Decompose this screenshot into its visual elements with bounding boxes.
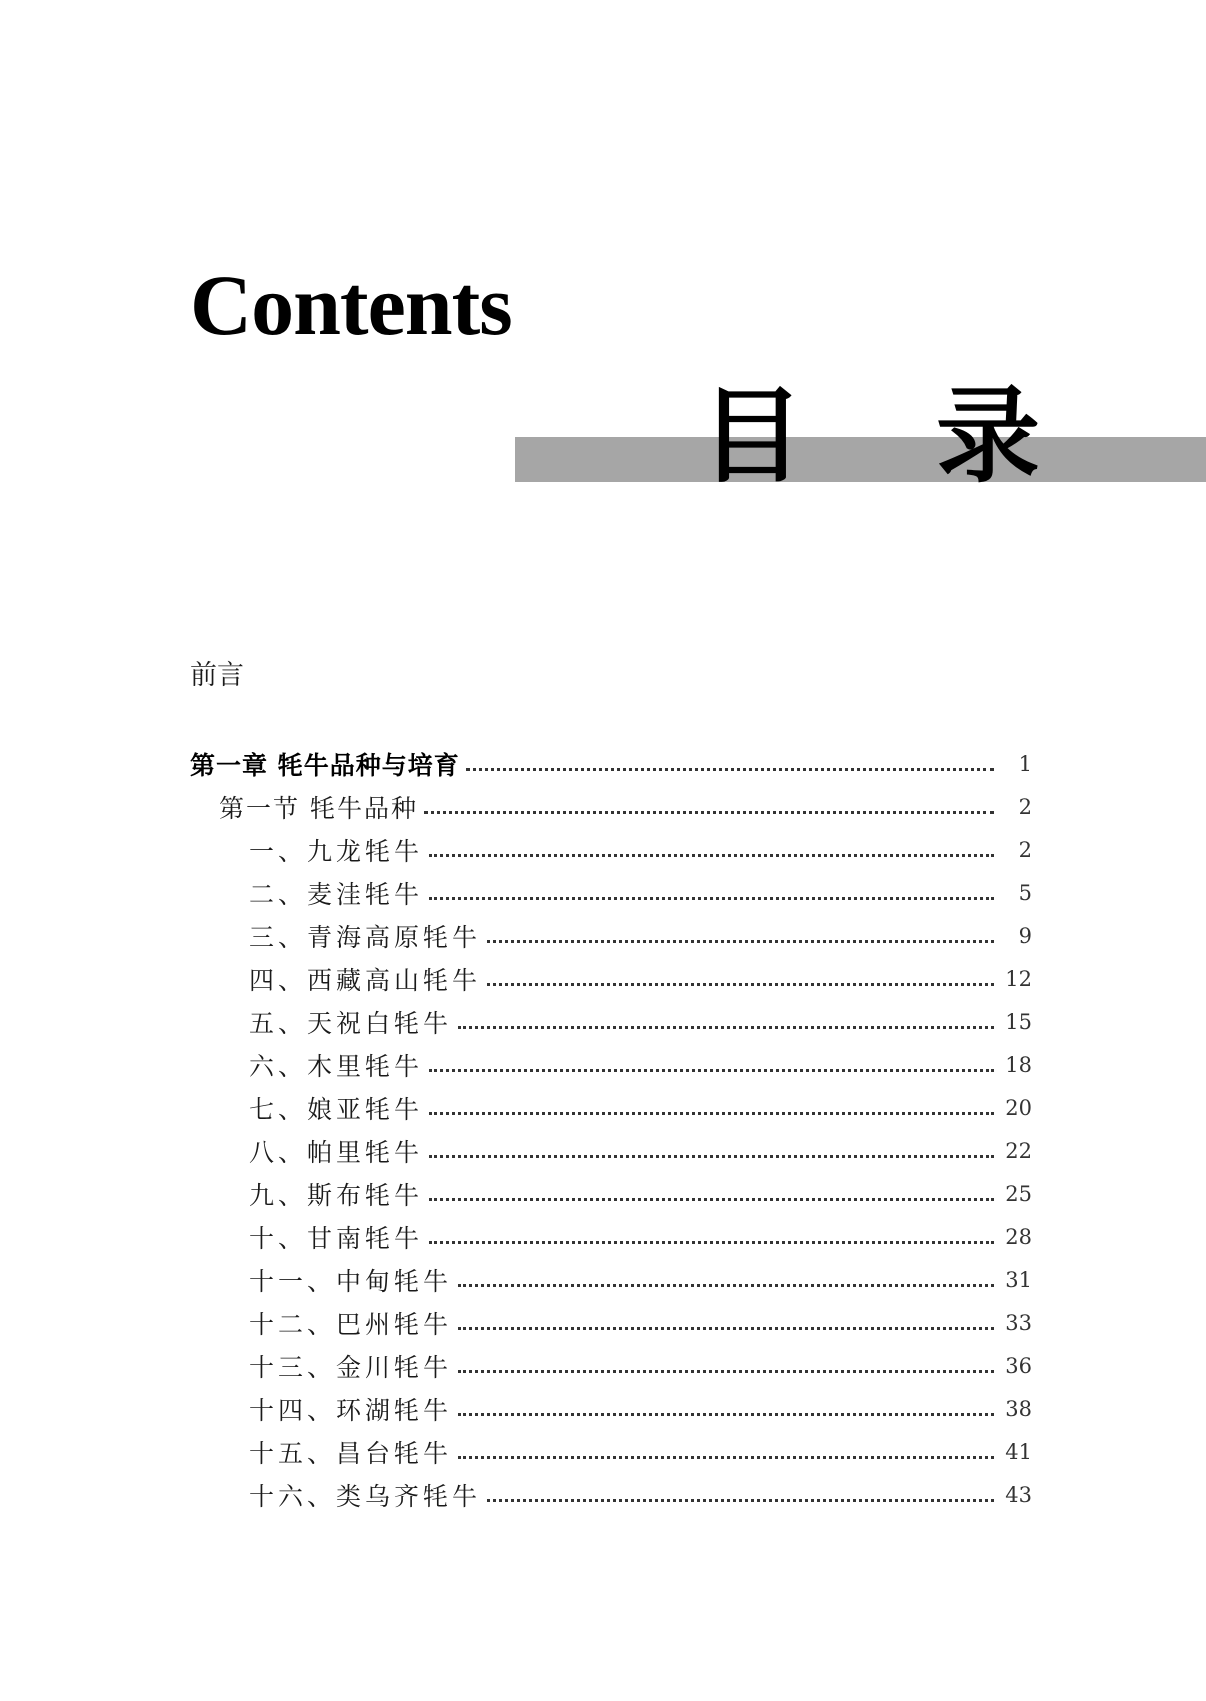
toc-leader-dots (429, 1069, 994, 1072)
toc-label: 十一、中甸牦牛 (249, 1266, 453, 1296)
toc-label: 十、甘南牦牛 (249, 1223, 424, 1253)
toc-page-number: 43 (1005, 1482, 1032, 1507)
toc-leader-dots (458, 1327, 994, 1330)
toc-row-item[interactable] (249, 1344, 1032, 1387)
toc-page-number: 18 (1005, 1052, 1032, 1077)
toc-page-number: 12 (1005, 966, 1032, 991)
toc-label: 四、西藏高山牦牛 (249, 965, 482, 995)
toc-leader-dots (429, 1155, 994, 1158)
toc-label: 十四、环湖牦牛 (249, 1395, 453, 1425)
toc-row-item[interactable] (249, 871, 1032, 914)
toc-page-number: 36 (1005, 1353, 1032, 1378)
toc-label: 第一节 牦牛品种 (219, 793, 418, 823)
toc-page-number: 38 (1005, 1396, 1032, 1421)
toc-label: 十三、金川牦牛 (249, 1352, 453, 1382)
toc-label: 六、木里牦牛 (249, 1051, 424, 1081)
toc-row-item[interactable] (249, 1172, 1032, 1215)
toc-leader-dots (487, 940, 994, 943)
toc-leader-dots (458, 1456, 994, 1459)
toc-leader-dots (458, 1026, 994, 1029)
toc-page-number: 15 (1005, 1009, 1032, 1034)
toc-page-number: 9 (1018, 923, 1032, 948)
toc-row-section-1[interactable] (219, 785, 1032, 828)
toc-row-item[interactable] (249, 1129, 1032, 1172)
toc-row-item[interactable] (249, 1043, 1032, 1086)
toc-row-item[interactable] (249, 1301, 1032, 1344)
toc-page-number: 41 (1005, 1439, 1032, 1464)
toc-row-item[interactable] (249, 1258, 1032, 1301)
toc-leader-dots (429, 854, 994, 857)
toc-label: 十六、类乌齐牦牛 (249, 1481, 482, 1511)
toc-page-number: 25 (1005, 1181, 1032, 1206)
toc-label: 十五、昌台牦牛 (249, 1438, 453, 1468)
toc-page-number: 22 (1005, 1138, 1032, 1163)
toc-leader-dots (429, 1112, 994, 1115)
toc-leader-dots (466, 768, 994, 771)
contents-title: Contents (190, 257, 512, 353)
toc-leader-dots (458, 1413, 994, 1416)
toc-page-number: 2 (1018, 837, 1032, 862)
toc-leader-dots (424, 811, 994, 814)
toc-row-item[interactable] (249, 1086, 1032, 1129)
toc-label: 一、九龙牦牛 (249, 836, 424, 866)
toc-leader-dots (429, 1241, 994, 1244)
toc-row-item[interactable] (249, 914, 1032, 957)
preface-link[interactable]: 前言 (190, 660, 244, 691)
toc-page-number: 20 (1005, 1095, 1032, 1120)
toc-row-item[interactable] (249, 957, 1032, 1000)
toc-row-item[interactable] (249, 1000, 1032, 1043)
toc-leader-dots (487, 983, 994, 986)
toc-page-number: 28 (1005, 1224, 1032, 1249)
toc-page-number: 31 (1005, 1267, 1032, 1292)
toc-label: 二、麦洼牦牛 (249, 879, 424, 909)
toc-page-number: 1 (1018, 751, 1032, 776)
toc-row-chapter-1[interactable] (190, 742, 1032, 785)
toc-leader-dots (429, 897, 994, 900)
toc-label: 第一章 牦牛品种与培育 (190, 750, 460, 780)
toc-leader-dots (458, 1370, 994, 1373)
toc-page-number: 2 (1018, 794, 1032, 819)
toc-label: 七、娘亚牦牛 (249, 1094, 424, 1124)
toc-row-item[interactable] (249, 828, 1032, 871)
toc-row-item[interactable] (249, 1473, 1032, 1516)
chinese-title-char-2: 录 (935, 374, 1040, 497)
toc-label: 十二、巴州牦牛 (249, 1309, 453, 1339)
toc-label: 九、斯布牦牛 (249, 1180, 424, 1210)
toc-row-item[interactable] (249, 1387, 1032, 1430)
toc-row-item[interactable] (249, 1430, 1032, 1473)
toc-label: 三、青海高原牦牛 (249, 922, 482, 952)
toc-leader-dots (487, 1499, 994, 1502)
toc-label: 五、天祝白牦牛 (249, 1008, 453, 1038)
toc-page-number: 33 (1005, 1310, 1032, 1335)
toc-row-item[interactable] (249, 1215, 1032, 1258)
toc-page-number: 5 (1018, 880, 1032, 905)
toc-label: 八、帕里牦牛 (249, 1137, 424, 1167)
chinese-title-char-1: 目 (700, 374, 805, 497)
toc-leader-dots (458, 1284, 994, 1287)
toc-leader-dots (429, 1198, 994, 1201)
chinese-title (700, 374, 1040, 497)
